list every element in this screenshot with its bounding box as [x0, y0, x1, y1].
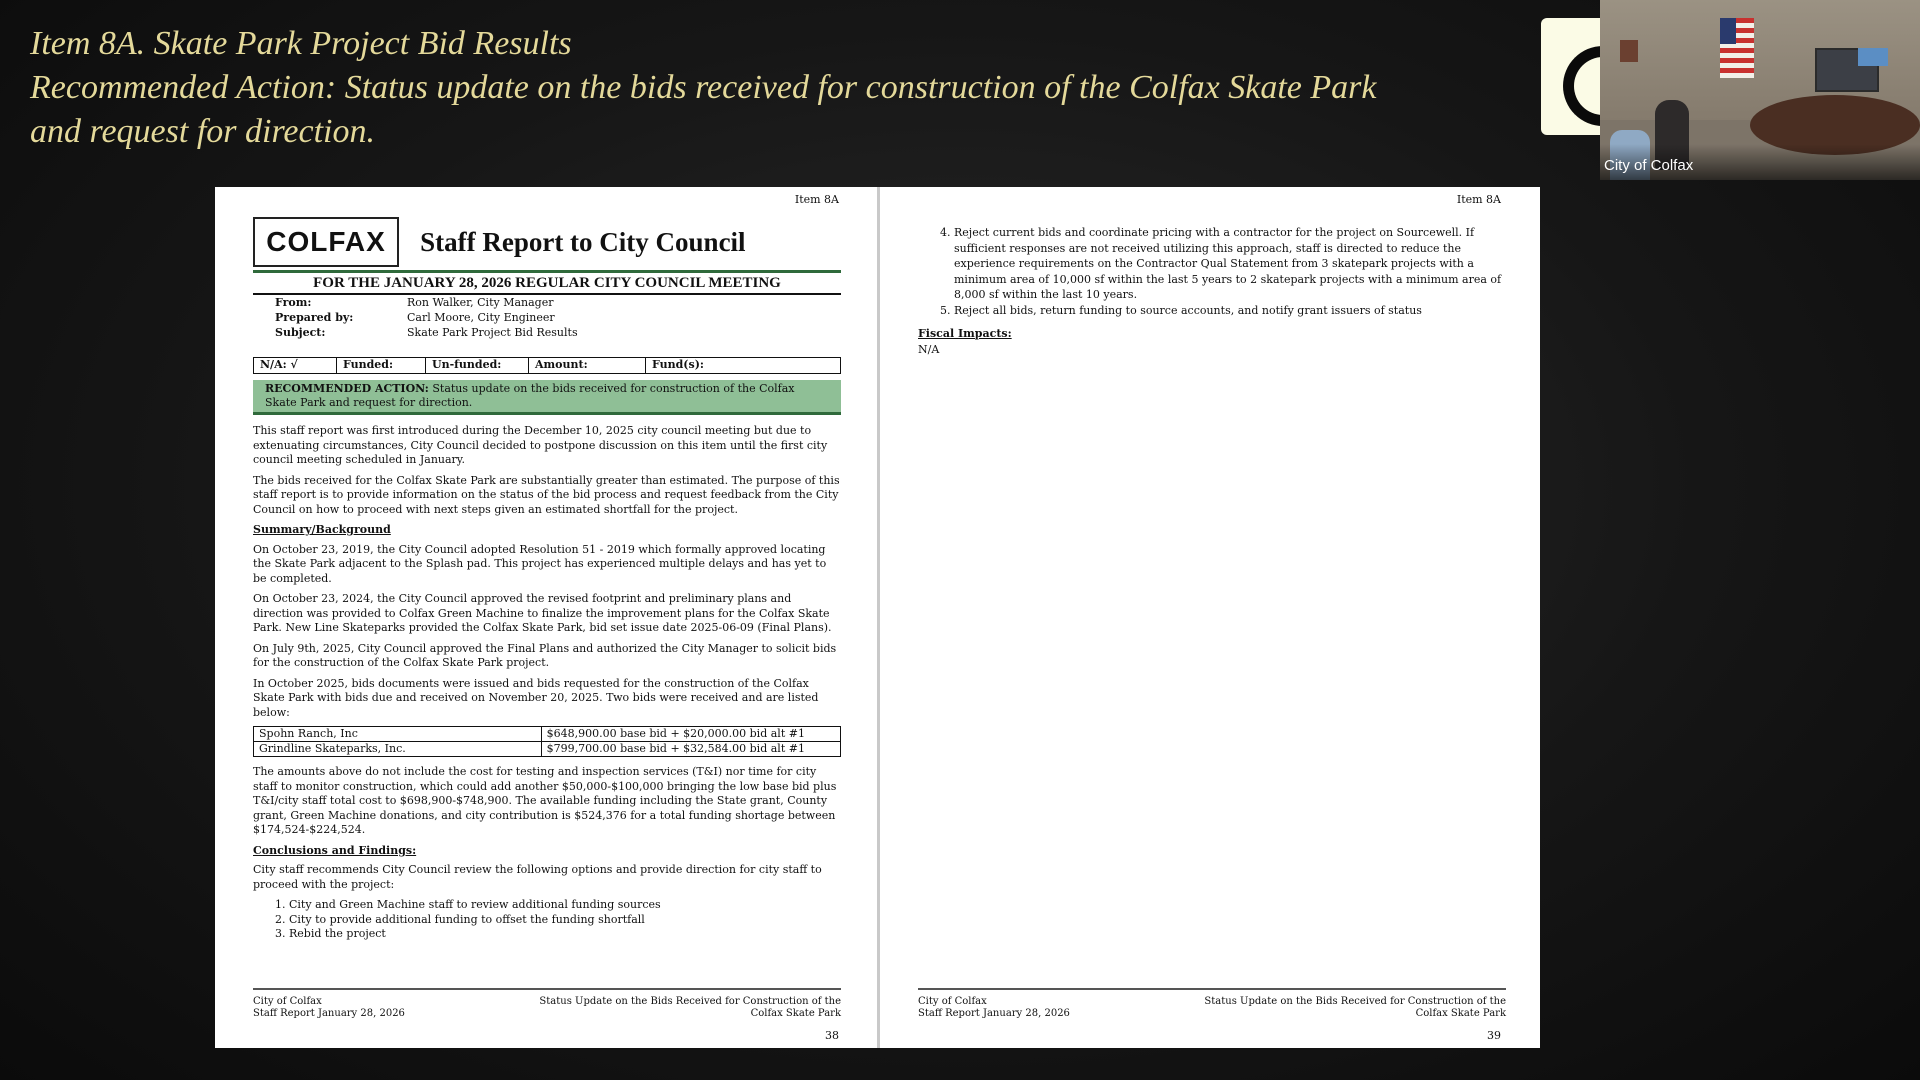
- document-page-39: [877, 187, 1539, 1048]
- section-heading: Conclusions and Findings:: [253, 843, 417, 857]
- page-number: 39: [1487, 1029, 1501, 1042]
- footer-subject-2: Colfax Skate Park: [750, 1008, 841, 1019]
- paragraph: On October 23, 2024, the City Council approved the revised footprint and preliminary plans and direction was provided to Colfax Green Machine to finalize the improvement plans for the Colfax Skate Park. New Line Skateparks provided the Colfax Skate Park, bid set issue date 2025-06-09 (Final Plans).: [253, 592, 832, 634]
- recommended-action-label: RECOMMENDED ACTION:: [265, 382, 429, 395]
- bidder-name: Grindline Skateparks, Inc.: [254, 742, 542, 757]
- table-row: [254, 727, 841, 742]
- meeting-line: FOR THE JANUARY 28, 2026 REGULAR CITY COUNCIL MEETING: [253, 270, 841, 295]
- slide-title: [30, 22, 1530, 154]
- report-body: [253, 424, 841, 942]
- paragraph: The bids received for the Colfax Skate Park are substantially greater than estimated. The purpose of this staff report is to provide information on the status of the bid process and request feedback from the City Council on how to proceed with next steps given an estimated shortfall for the project.: [253, 473, 840, 516]
- list-item: 5. Reject all bids, return funding to source accounts, and notify grant issuers of status: [954, 303, 1506, 319]
- meta-key: Prepared by:: [275, 311, 354, 324]
- options-list: [253, 898, 841, 942]
- recommended-action: [253, 380, 841, 415]
- table-row: [254, 742, 841, 757]
- item-tag: Item 8A: [1456, 193, 1501, 206]
- footer-subject: Status Update on the Bids Received for Construction of the: [1204, 996, 1506, 1007]
- bid-amount: $799,700.00 base bid + $32,584.00 bid alt #1: [541, 742, 840, 757]
- paragraph: This staff report was first introduced during the December 10, 2025 city council meeting but due to extenuating circumstances, City Council decided to postpone discussion on this item until the first city council meeting scheduled in January.: [253, 424, 828, 466]
- footer-city: City of Colfax: [253, 996, 322, 1007]
- meta-value: Ron Walker, City Manager: [407, 296, 554, 309]
- meta-key: Subject:: [275, 326, 326, 339]
- footer-date: Staff Report January 28, 2026: [253, 1008, 405, 1019]
- footer-date: Staff Report January 28, 2026: [918, 1008, 1070, 1019]
- list-item: 1. City and Green Machine staff to review additional funding sources: [289, 898, 841, 913]
- paragraph: In October 2025, bids documents were issued and bids requested for the construction of the Colfax Skate Park with bids due and received on November 20, 2025. Two bids were received and are listed below:: [253, 676, 819, 719]
- page-footer: [918, 988, 1506, 1020]
- budget-funds: Fund(s):: [652, 358, 704, 371]
- us-flag-icon: [1720, 18, 1754, 78]
- budget-impact-box: [253, 357, 841, 374]
- budget-funded: Funded:: [337, 358, 426, 373]
- fiscal-value: N/A: [918, 342, 940, 356]
- footer-subject: Status Update on the Bids Received for Construction of the: [539, 996, 841, 1007]
- report-header: [253, 217, 841, 267]
- paragraph: City staff recommends City Council review the following options and provide direction for city staff to proceed with the project:: [253, 863, 822, 891]
- participant-video[interactable]: [1600, 0, 1920, 180]
- list-item: 3. Rebid the project: [289, 927, 841, 942]
- slide-title-line-3: and request for direction.: [30, 113, 375, 150]
- page-number: 38: [825, 1029, 839, 1042]
- meta-key: From:: [275, 296, 312, 309]
- paragraph: On October 23, 2019, the City Council adopted Resolution 51 - 2019 which formally approved locating the Skate Park adjacent to the Splash pad. This project has experienced multiple delays and has yet to be completed.: [253, 542, 827, 585]
- item-tag: Item 8A: [794, 193, 839, 206]
- footer-subject-2: Colfax Skate Park: [1415, 1008, 1506, 1019]
- wall-screen: [1858, 48, 1888, 66]
- slide-title-line-1: Item 8A. Skate Park Project Bid Results: [30, 25, 572, 62]
- report-meta: [275, 295, 578, 340]
- flag-icon: [1620, 40, 1638, 62]
- bidder-name: Spohn Ranch, Inc: [254, 727, 542, 742]
- slide-title-line-2: Recommended Action: Status update on the bids received for construction of the Colfax Skate Park: [30, 69, 1377, 106]
- section-heading: Fiscal Impacts:: [918, 327, 1012, 340]
- list-item: 2. City to provide additional funding to offset the funding shortfall: [289, 913, 841, 928]
- meta-row: [275, 325, 578, 340]
- paragraph: The amounts above do not include the cost for testing and inspection services (T&I) nor time for city staff to monitor construction, which could add another $50,000-$100,000 bringing the low base bid plus T&I/city staff total cost to $698,900-$748,900. The available funding including the State grant, County grant, Green Machine donations, and city contribution is $524,376 for a total funding shortage between $174,524-$224,524.: [253, 765, 837, 836]
- budget-unfunded: Un-funded:: [426, 358, 529, 373]
- footer-city: City of Colfax: [918, 996, 987, 1007]
- budget-amount: Amount:: [529, 358, 646, 373]
- meta-row: [275, 310, 578, 325]
- page-footer: [253, 988, 841, 1020]
- report-title: Staff Report to City Council: [420, 226, 746, 257]
- options-list: [918, 225, 1506, 318]
- section-heading: Summary/Background: [253, 523, 391, 536]
- meta-row: [275, 295, 578, 310]
- budget-na: N/A: √: [254, 358, 337, 373]
- recommended-action-text: Status update on the bids received for construction of the Colfax Skate Park and request for direction.: [265, 382, 795, 409]
- list-item: 4. Reject current bids and coordinate pricing with a contractor for the project on Sourcewell. If sufficient responses are not received utilizing this approach, staff is directed to reduce the experience requirements on the Contractor Qual Statement from 3 skatepark projects with a minimum area of 10,000 sf within the last 5 years to 2 skatepark projects with a minimum area of 8,000 sf within the last 10 years.: [954, 225, 1506, 303]
- shared-document: [215, 187, 1540, 1048]
- colfax-logo: COLFAX: [253, 217, 399, 267]
- meta-value: Skate Park Project Bid Results: [407, 326, 578, 339]
- bid-amount: $648,900.00 base bid + $20,000.00 bid alt #1: [541, 727, 840, 742]
- meta-value: Carl Moore, City Engineer: [407, 311, 555, 324]
- bids-table: [253, 726, 841, 757]
- report-body: [918, 225, 1506, 357]
- paragraph: On July 9th, 2025, City Council approved the Final Plans and authorized the City Manager to solicit bids for the construction of the Colfax Skate Park project.: [253, 641, 837, 669]
- video-participant-label: City of Colfax: [1600, 144, 1920, 180]
- document-page-38: [215, 187, 877, 1048]
